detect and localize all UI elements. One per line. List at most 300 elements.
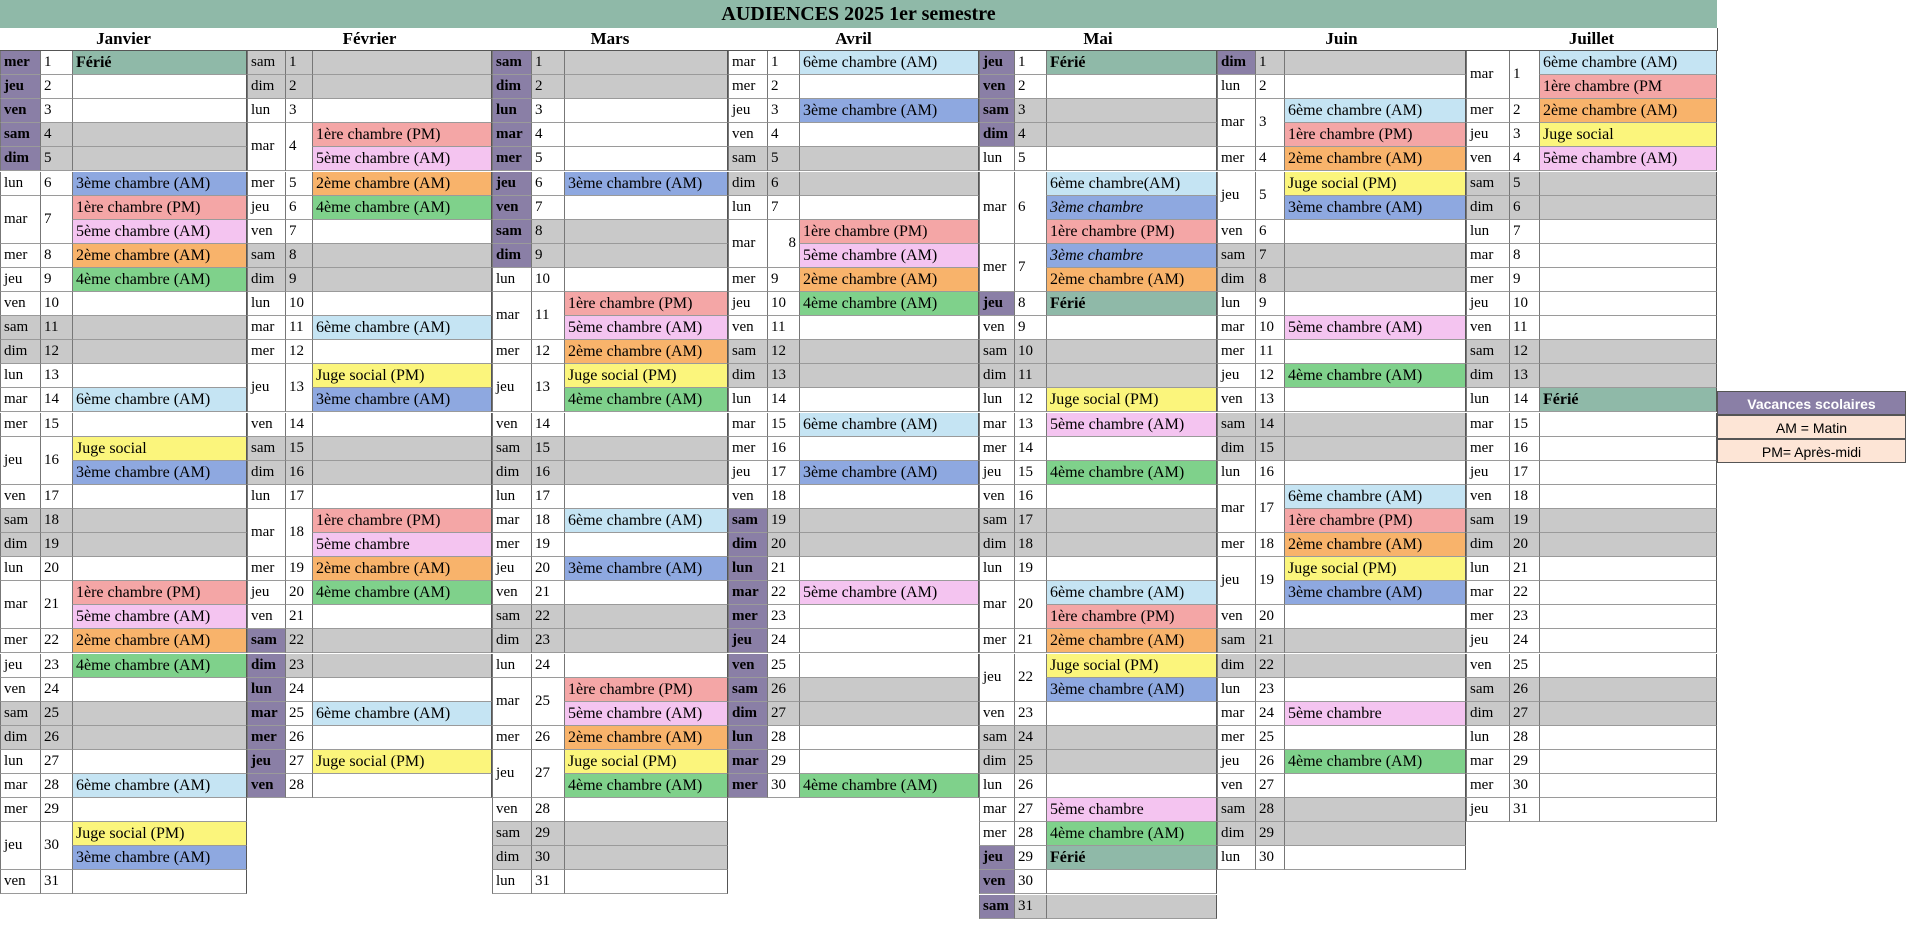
- day-name: jeu: [492, 557, 531, 581]
- day-name: jeu: [1466, 629, 1509, 653]
- hearing-entry: 2ème chambre (AM): [564, 340, 728, 364]
- holiday-label: Férié: [1539, 388, 1717, 412]
- day-number: 19: [40, 533, 72, 557]
- day-number: 17: [1255, 485, 1284, 533]
- hearing-cell-empty: [799, 364, 979, 388]
- day-number: 25: [285, 702, 312, 726]
- hearing-cell-empty: [312, 629, 492, 653]
- day-number: 23: [1255, 678, 1284, 702]
- hearing-cell-empty: [312, 292, 492, 316]
- hearing-entry: 6ème chambre (AM): [312, 316, 492, 340]
- day-number: 6: [531, 172, 564, 196]
- day-number: 26: [40, 726, 72, 750]
- day-number: 23: [1509, 605, 1539, 629]
- day-name: mar: [0, 388, 40, 412]
- day-name: dim: [1217, 822, 1255, 846]
- day-name: lun: [1217, 846, 1255, 870]
- day-name: mer: [728, 75, 767, 99]
- day-number: 31: [40, 870, 72, 894]
- hearing-entry: 3ème chambre (AM): [1284, 196, 1466, 220]
- hearing-cell-empty: [1284, 654, 1466, 678]
- day-number: 12: [1509, 340, 1539, 364]
- day-number: 22: [531, 605, 564, 629]
- hearing-cell-empty: [1539, 461, 1717, 485]
- day-name: mar: [247, 316, 285, 340]
- day-number: 5: [40, 147, 72, 171]
- hearing-cell-empty: [72, 292, 247, 316]
- day-number: 29: [40, 798, 72, 822]
- day-number: 8: [1509, 244, 1539, 268]
- day-name: ven: [1466, 147, 1509, 171]
- hearing-cell-empty: [1046, 123, 1217, 147]
- day-number: 29: [1255, 822, 1284, 846]
- day-number: 17: [40, 485, 72, 509]
- day-name: mar: [1217, 316, 1255, 340]
- day-name: jeu: [979, 51, 1014, 75]
- day-number: 18: [1255, 533, 1284, 557]
- day-number: 28: [767, 726, 799, 750]
- day-number: 11: [1014, 364, 1046, 388]
- legend-school-holidays: Vacances scolaires: [1717, 391, 1906, 415]
- day-name: mar: [492, 509, 531, 533]
- day-number: 17: [285, 485, 312, 509]
- hearing-entry: Juge social (PM): [1284, 557, 1466, 581]
- day-name: mar: [1217, 485, 1255, 533]
- day-number: 18: [767, 485, 799, 509]
- day-name: dim: [728, 172, 767, 196]
- day-name: lun: [0, 364, 40, 388]
- hearing-entry: 4ème chambre (AM): [1046, 461, 1217, 485]
- day-name: mer: [492, 533, 531, 557]
- hearing-entry: 1ère chambre (PM): [312, 123, 492, 147]
- day-number: 20: [1509, 533, 1539, 557]
- day-number: 8: [285, 244, 312, 268]
- day-number: 18: [1509, 485, 1539, 509]
- day-number: 13: [531, 364, 564, 412]
- hearing-cell-empty: [312, 220, 492, 244]
- hearing-cell-empty: [1539, 654, 1717, 678]
- day-name: sam: [492, 822, 531, 846]
- day-number: 22: [1014, 654, 1046, 702]
- day-number: 20: [767, 533, 799, 557]
- day-number: 24: [1255, 702, 1284, 726]
- hearing-entry: 6ème chambre (AM): [72, 388, 247, 412]
- hearing-cell-empty: [72, 413, 247, 437]
- day-number: 5: [1509, 172, 1539, 196]
- hearing-cell-empty: [1539, 196, 1717, 220]
- day-number: 13: [285, 364, 312, 412]
- hearing-cell-empty: [312, 605, 492, 629]
- day-number: 12: [531, 340, 564, 364]
- day-number: 21: [767, 557, 799, 581]
- day-name: jeu: [247, 750, 285, 774]
- day-number: 29: [1509, 750, 1539, 774]
- day-name: mer: [0, 51, 40, 75]
- day-name: sam: [247, 437, 285, 461]
- day-number: 18: [531, 509, 564, 533]
- day-number: 15: [40, 413, 72, 437]
- hearing-cell-empty: [799, 388, 979, 412]
- hearing-entry: 5ème chambre: [1046, 798, 1217, 822]
- day-name: jeu: [1466, 123, 1509, 147]
- day-number: 4: [767, 123, 799, 147]
- day-number: 12: [767, 340, 799, 364]
- hearing-entry: 4ème chambre (AM): [564, 388, 728, 412]
- day-number: 11: [40, 316, 72, 340]
- day-number: 28: [1255, 798, 1284, 822]
- day-name: mer: [492, 340, 531, 364]
- hearing-cell-empty: [1284, 75, 1466, 99]
- hearing-entry: 6ème chambre (AM): [1284, 99, 1466, 123]
- hearing-entry: 2ème chambre (AM): [312, 557, 492, 581]
- hearing-entry: 1ère chambre (PM): [72, 581, 247, 605]
- hearing-cell-empty: [564, 822, 728, 846]
- day-number: 25: [1255, 726, 1284, 750]
- day-name: mer: [728, 268, 767, 292]
- day-name: ven: [728, 123, 767, 147]
- day-number: 11: [1509, 316, 1539, 340]
- day-name: lun: [979, 774, 1014, 798]
- day-name: lun: [492, 268, 531, 292]
- hearing-cell-empty: [799, 557, 979, 581]
- day-name: mar: [492, 292, 531, 340]
- day-name: dim: [728, 702, 767, 726]
- day-name: ven: [979, 702, 1014, 726]
- day-number: 1: [531, 51, 564, 75]
- hearing-cell-empty: [564, 196, 728, 220]
- hearing-cell-empty: [799, 147, 979, 171]
- day-name: lun: [0, 750, 40, 774]
- hearing-entry: 3ème chambre (AM): [72, 846, 247, 870]
- day-name: sam: [979, 726, 1014, 750]
- day-number: 28: [40, 774, 72, 798]
- day-number: 2: [40, 75, 72, 99]
- day-name: ven: [0, 485, 40, 509]
- day-name: lun: [492, 654, 531, 678]
- day-number: 19: [1014, 557, 1046, 581]
- day-name: sam: [492, 437, 531, 461]
- hearing-entry: Juge social (PM): [1284, 172, 1466, 196]
- day-number: 20: [285, 581, 312, 605]
- day-name: jeu: [0, 437, 40, 485]
- day-name: lun: [979, 388, 1014, 412]
- day-name: dim: [0, 340, 40, 364]
- hearing-entry: 2ème chambre (AM): [312, 172, 492, 196]
- day-number: 24: [40, 678, 72, 702]
- day-number: 25: [1509, 654, 1539, 678]
- day-number: 5: [1014, 147, 1046, 171]
- day-number: 13: [1014, 413, 1046, 437]
- day-name: mer: [728, 605, 767, 629]
- hearing-cell-empty: [1539, 533, 1717, 557]
- day-name: mer: [1217, 340, 1255, 364]
- day-name: sam: [0, 316, 40, 340]
- day-name: mar: [1217, 99, 1255, 147]
- day-number: 4: [1014, 123, 1046, 147]
- hearing-entry: 5ème chambre: [1284, 702, 1466, 726]
- day-number: 5: [285, 172, 312, 196]
- day-number: 26: [767, 678, 799, 702]
- hearing-entry: 5ème chambre (AM): [799, 244, 979, 268]
- day-name: ven: [979, 485, 1014, 509]
- day-name: ven: [0, 678, 40, 702]
- hearing-cell-empty: [1539, 172, 1717, 196]
- day-number: 15: [1255, 437, 1284, 461]
- hearing-cell-empty: [1539, 316, 1717, 340]
- day-name: ven: [979, 75, 1014, 99]
- day-number: 2: [531, 75, 564, 99]
- day-name: dim: [728, 364, 767, 388]
- day-number: 11: [531, 292, 564, 340]
- day-name: ven: [247, 774, 285, 798]
- day-number: 9: [1014, 316, 1046, 340]
- day-number: 2: [1255, 75, 1284, 99]
- day-number: 11: [1255, 340, 1284, 364]
- hearing-cell-empty: [1284, 388, 1466, 412]
- hearing-cell-empty: [1539, 268, 1717, 292]
- day-number: 26: [285, 726, 312, 750]
- hearing-cell-empty: [1284, 798, 1466, 822]
- day-number: 29: [767, 750, 799, 774]
- hearing-cell-empty: [564, 147, 728, 171]
- hearing-cell-empty: [1284, 292, 1466, 316]
- day-number: 28: [1509, 726, 1539, 750]
- day-number: 15: [285, 437, 312, 461]
- day-name: mar: [979, 172, 1014, 244]
- hearing-cell-empty: [564, 244, 728, 268]
- hearing-cell-empty: [1284, 629, 1466, 653]
- day-name: ven: [728, 316, 767, 340]
- day-name: ven: [0, 292, 40, 316]
- day-name: dim: [1217, 654, 1255, 678]
- hearing-cell-empty: [1284, 605, 1466, 629]
- day-number: 27: [531, 750, 564, 798]
- day-number: 14: [767, 388, 799, 412]
- hearing-cell-empty: [1046, 316, 1217, 340]
- day-name: jeu: [0, 75, 40, 99]
- day-name: mar: [492, 123, 531, 147]
- day-name: ven: [492, 581, 531, 605]
- hearing-cell-empty: [564, 605, 728, 629]
- hearing-cell-empty: [1539, 726, 1717, 750]
- day-name: mer: [0, 244, 40, 268]
- hearing-cell-empty: [1046, 702, 1217, 726]
- day-number: 30: [531, 846, 564, 870]
- hearing-cell-empty: [1046, 750, 1217, 774]
- month-header-juillet: Juillet: [1466, 28, 1718, 51]
- day-number: 22: [40, 629, 72, 653]
- holiday-label: Férié: [1046, 51, 1217, 75]
- day-name: mar: [728, 220, 767, 268]
- day-number: 23: [285, 654, 312, 678]
- hearing-entry: 1ère chambre (PM): [1284, 123, 1466, 147]
- day-name: sam: [728, 678, 767, 702]
- hearing-cell-empty: [799, 437, 979, 461]
- day-name: dim: [1466, 364, 1509, 388]
- hearing-entry: 5ème chambre (AM): [1539, 147, 1717, 171]
- day-number: 11: [285, 316, 312, 340]
- day-number: 13: [767, 364, 799, 388]
- hearing-entry: Juge social: [1539, 123, 1717, 147]
- day-name: sam: [1466, 340, 1509, 364]
- day-number: 24: [531, 654, 564, 678]
- day-name: jeu: [1466, 798, 1509, 822]
- hearing-entry: 5ème chambre (AM): [72, 220, 247, 244]
- day-number: 12: [285, 340, 312, 364]
- day-name: mar: [0, 774, 40, 798]
- hearing-entry: 3ème chambre (AM): [564, 557, 728, 581]
- day-number: 8: [40, 244, 72, 268]
- day-name: mer: [0, 629, 40, 653]
- hearing-entry: 5ème chambre (AM): [72, 605, 247, 629]
- day-name: mer: [1466, 268, 1509, 292]
- day-name: mer: [247, 726, 285, 750]
- holiday-label: Férié: [1046, 846, 1217, 870]
- hearing-entry: 1ère chambre (PM: [1539, 75, 1717, 99]
- hearing-entry: 4ème chambre (AM): [1284, 750, 1466, 774]
- day-number: 24: [767, 629, 799, 653]
- day-number: 21: [285, 605, 312, 629]
- day-name: mar: [0, 196, 40, 244]
- day-name: jeu: [728, 292, 767, 316]
- day-name: sam: [1217, 413, 1255, 437]
- hearing-entry: 3ème chambre (AM): [1046, 678, 1217, 702]
- hearing-entry: 4ème chambre (AM): [312, 196, 492, 220]
- day-number: 15: [1014, 461, 1046, 485]
- day-number: 19: [1255, 557, 1284, 605]
- day-name: jeu: [1217, 557, 1255, 605]
- hearing-cell-empty: [799, 605, 979, 629]
- hearing-entry: 2ème chambre (AM): [1046, 629, 1217, 653]
- hearing-cell-empty: [564, 629, 728, 653]
- month-header-avril: Avril: [728, 28, 980, 51]
- hearing-entry: 4ème chambre (AM): [799, 292, 979, 316]
- day-number: 20: [40, 557, 72, 581]
- day-name: mar: [1217, 702, 1255, 726]
- day-name: jeu: [1217, 172, 1255, 220]
- day-name: mar: [0, 581, 40, 629]
- day-name: mer: [247, 557, 285, 581]
- hearing-cell-empty: [72, 147, 247, 171]
- day-name: sam: [492, 605, 531, 629]
- hearing-cell-empty: [72, 485, 247, 509]
- day-number: 23: [40, 654, 72, 678]
- hearing-entry: 2ème chambre (AM): [1046, 268, 1217, 292]
- hearing-entry: 1ère chambre (PM): [1046, 605, 1217, 629]
- day-name: ven: [0, 99, 40, 123]
- day-name: lun: [247, 485, 285, 509]
- hearing-cell-empty: [799, 678, 979, 702]
- holiday-label: Férié: [72, 51, 247, 75]
- day-name: ven: [1217, 605, 1255, 629]
- day-number: 8: [1014, 292, 1046, 316]
- day-name: mer: [247, 340, 285, 364]
- hearing-cell-empty: [1539, 702, 1717, 726]
- calendar-title: AUDIENCES 2025 1er semestre: [0, 0, 1717, 29]
- hearing-cell-empty: [1539, 581, 1717, 605]
- day-name: lun: [1217, 678, 1255, 702]
- hearing-entry: 2ème chambre (AM): [799, 268, 979, 292]
- day-name: ven: [247, 605, 285, 629]
- hearing-cell-empty: [799, 702, 979, 726]
- hearing-cell-empty: [72, 364, 247, 388]
- hearing-entry: 6ème chambre (AM): [1284, 485, 1466, 509]
- day-number: 14: [1509, 388, 1539, 412]
- hearing-entry: 2ème chambre (AM): [72, 629, 247, 653]
- day-number: 23: [531, 629, 564, 653]
- hearing-cell-empty: [312, 75, 492, 99]
- day-number: 12: [40, 340, 72, 364]
- hearing-cell-empty: [1284, 437, 1466, 461]
- hearing-cell-empty: [564, 123, 728, 147]
- hearing-entry: 6ème chambre(AM): [1046, 172, 1217, 196]
- hearing-cell-empty: [1284, 220, 1466, 244]
- day-name: dim: [1217, 268, 1255, 292]
- day-number: 7: [531, 196, 564, 220]
- day-number: 10: [1014, 340, 1046, 364]
- hearing-cell-empty: [72, 750, 247, 774]
- day-number: 6: [1255, 220, 1284, 244]
- day-number: 30: [1014, 870, 1046, 894]
- day-number: 31: [1509, 798, 1539, 822]
- hearing-cell-empty: [1284, 774, 1466, 798]
- hearing-entry: 6ème chambre (AM): [312, 702, 492, 726]
- day-name: ven: [492, 798, 531, 822]
- day-name: mer: [728, 774, 767, 798]
- hearing-cell-empty: [312, 461, 492, 485]
- day-number: 2: [1509, 99, 1539, 123]
- day-name: lun: [1466, 220, 1509, 244]
- day-number: 23: [767, 605, 799, 629]
- day-number: 8: [1255, 268, 1284, 292]
- day-name: jeu: [979, 461, 1014, 485]
- hearing-cell-empty: [564, 268, 728, 292]
- hearing-cell-empty: [1539, 557, 1717, 581]
- day-number: 14: [40, 388, 72, 412]
- day-number: 17: [767, 461, 799, 485]
- day-number: 26: [531, 726, 564, 750]
- day-number: 17: [531, 485, 564, 509]
- day-number: 4: [531, 123, 564, 147]
- day-number: 18: [1014, 533, 1046, 557]
- day-name: lun: [492, 99, 531, 123]
- hearing-entry: 5ème chambre (AM): [564, 702, 728, 726]
- day-name: mar: [492, 678, 531, 726]
- day-name: mar: [728, 413, 767, 437]
- day-number: 30: [1255, 846, 1284, 870]
- day-number: 14: [1014, 437, 1046, 461]
- day-number: 3: [1255, 99, 1284, 147]
- hearing-cell-empty: [1284, 678, 1466, 702]
- day-name: sam: [492, 51, 531, 75]
- hearing-cell-empty: [72, 99, 247, 123]
- day-number: 15: [1509, 413, 1539, 437]
- holiday-label: Férié: [1046, 292, 1217, 316]
- day-number: 2: [1014, 75, 1046, 99]
- hearing-cell-empty: [312, 774, 492, 798]
- day-number: 27: [1014, 798, 1046, 822]
- hearing-cell-empty: [1046, 340, 1217, 364]
- day-number: 25: [531, 678, 564, 726]
- hearing-entry: Juge social (PM): [564, 750, 728, 774]
- day-number: 27: [767, 702, 799, 726]
- day-number: 4: [1509, 147, 1539, 171]
- day-number: 20: [531, 557, 564, 581]
- day-name: ven: [0, 870, 40, 894]
- day-number: 19: [767, 509, 799, 533]
- day-number: 13: [1509, 364, 1539, 388]
- hearing-cell-empty: [312, 726, 492, 750]
